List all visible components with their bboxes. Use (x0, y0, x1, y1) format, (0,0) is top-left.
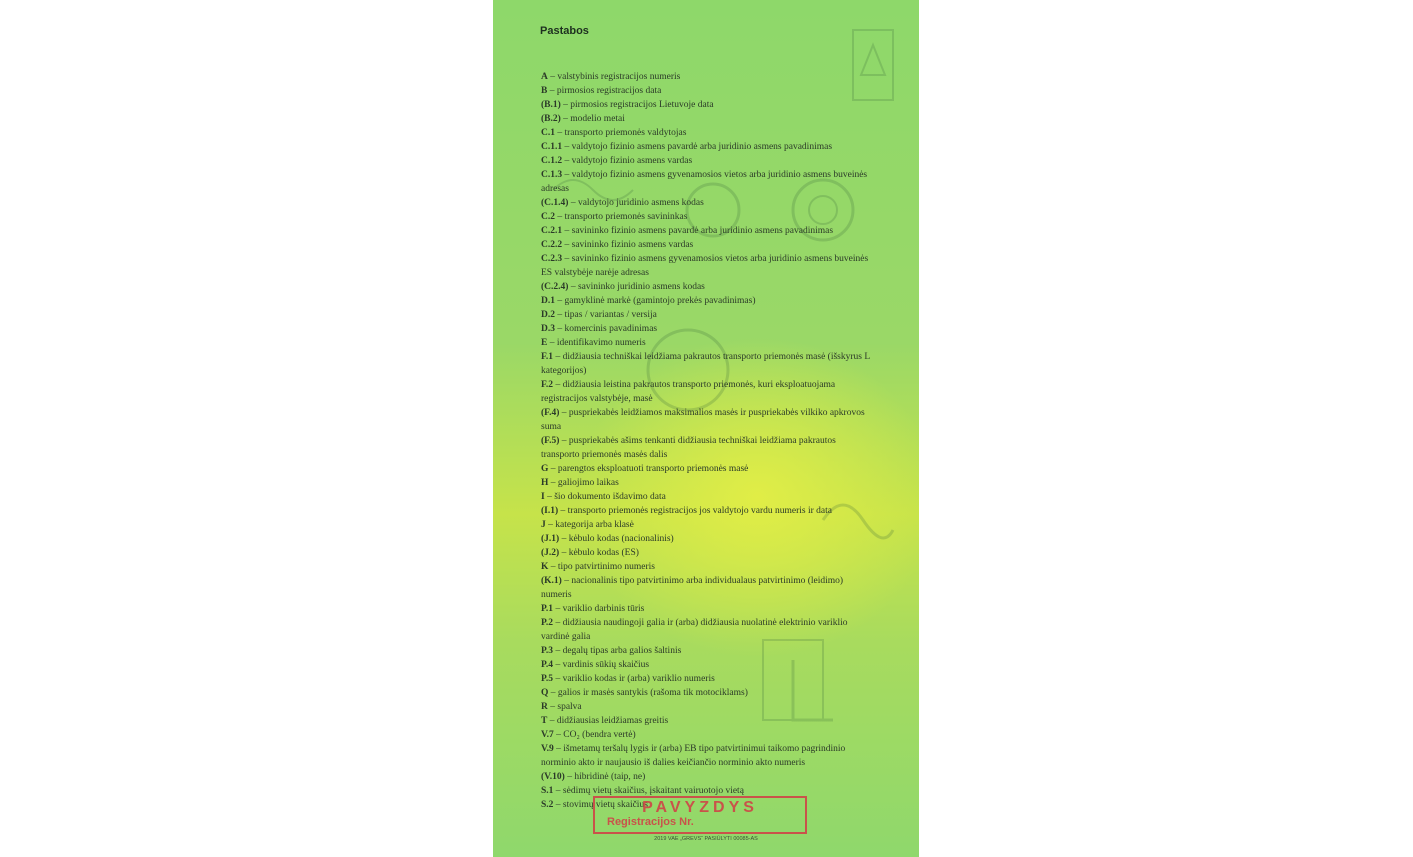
legend-description: – hibridinė (taip, ne) (564, 772, 646, 782)
legend-description: – gamyklinė markė (gamintojo prekės pavadinimas) (555, 296, 756, 306)
legend-code: C.2.3 (541, 254, 563, 264)
legend-entry (541, 350, 875, 378)
legend-code: P.5 (541, 674, 554, 684)
legend-code: C.1.3 (541, 170, 563, 180)
legend-description: – didžiausia naudingoji galia ir (arba) didžiausia nuolatinė elektrinio variklio vardinė galia (541, 618, 848, 642)
legend-description: – tipas / variantas / versija (555, 310, 657, 320)
legend-code: I (541, 492, 545, 502)
legend-description: – nacionalinis tipo patvirtinimo arba individualaus patvirtinimo (leidimo) numeris (541, 576, 844, 600)
legend-entry (541, 378, 875, 406)
legend-description: – kėbulo kodas (nacionalinis) (559, 534, 674, 544)
legend-code: (B.2) (541, 114, 561, 124)
legend-code: A (541, 72, 548, 82)
legend-entry (541, 434, 875, 462)
legend-entry (541, 406, 875, 434)
legend-entry (541, 658, 875, 672)
legend-description: – spalva (547, 702, 582, 712)
legend-entry (541, 112, 875, 126)
page-title: Pastabos (540, 25, 589, 37)
legend-code: S.2 (541, 800, 554, 810)
legend-entry (541, 154, 875, 168)
legend-entry (541, 546, 875, 560)
legend-entry (541, 518, 875, 532)
legend-code: V.9 (541, 744, 554, 754)
legend-entry (541, 532, 875, 546)
legend-description: – didžiausia leistina pakrautos transporto priemonės, kuri eksploatuojama registracijos valstybėje, masė (541, 380, 836, 404)
field-legend-list (541, 70, 875, 812)
legend-entry (541, 504, 875, 518)
legend-entry (541, 490, 875, 504)
legend-description: – identifikavimo numeris (547, 338, 646, 348)
legend-description: – pirmosios registracijos Lietuvoje data (560, 100, 714, 110)
legend-description: – valdytojo juridinio asmens kodas (568, 198, 704, 208)
legend-description: – transporto priemonės registracijos jos valdytojo vardu numeris ir data (558, 506, 833, 516)
legend-description: – CO₂ (bendra vertė) (553, 730, 636, 740)
legend-code: P.1 (541, 604, 554, 614)
legend-entry (541, 140, 875, 154)
legend-description: – puspriekabės leidžiamos maksimalios masės ir puspriekabės vilkiko apkrovos suma (541, 408, 865, 432)
legend-code: V.7 (541, 730, 554, 740)
legend-entry (541, 294, 875, 308)
legend-entry (541, 476, 875, 490)
legend-entry (541, 322, 875, 336)
legend-entry (541, 644, 875, 658)
legend-code: D.1 (541, 296, 555, 306)
legend-description: – vardinis sūkių skaičius (553, 660, 650, 670)
legend-description: – galiojimo laikas (548, 478, 619, 488)
legend-code: (K.1) (541, 576, 562, 586)
legend-code: (F.4) (541, 408, 560, 418)
legend-entry (541, 280, 875, 294)
legend-entry (541, 168, 875, 196)
legend-code: (J.1) (541, 534, 560, 544)
legend-description: – degalų tipas arba galios šaltinis (553, 646, 682, 656)
legend-entry (541, 224, 875, 238)
legend-entry (541, 672, 875, 686)
legend-description: – savininko fizinio asmens pavardė arba juridinio asmens pavadinimas (562, 226, 834, 236)
legend-description: – savininko juridinio asmens kodas (568, 282, 705, 292)
legend-code: Q (541, 688, 549, 698)
legend-description: – variklio darbinis tūris (553, 604, 645, 614)
legend-description: – valdytojo fizinio asmens gyvenamosios vietos arba juridinio asmens buveinės adresas (541, 170, 868, 194)
legend-code: C.1.2 (541, 156, 563, 166)
footer-print-info: 2019 VAE „GREVS“ PASIŪLYTI 00085-AS (654, 836, 758, 842)
legend-entry (541, 126, 875, 140)
legend-code: J (541, 520, 546, 530)
legend-code: C.2.1 (541, 226, 563, 236)
legend-description: – valdytojo fizinio asmens pavardė arba juridinio asmens pavadinimas (562, 142, 833, 152)
legend-entry (541, 196, 875, 210)
legend-description: – transporto priemonės valdytojas (555, 128, 687, 138)
stamp-sample-text: PAVYZDYS (642, 799, 758, 816)
legend-description: – puspriekabės ašims tenkanti didžiausia techniškai leidžiama pakrautos transporto priemonės masės dalis (541, 436, 836, 460)
legend-description: – savininko fizinio asmens vardas (562, 240, 694, 250)
legend-code: (F.5) (541, 436, 560, 446)
legend-code: C.1 (541, 128, 555, 138)
sample-stamp (593, 796, 807, 834)
legend-code: T (541, 716, 548, 726)
legend-code: (J.2) (541, 548, 560, 558)
legend-code: (C.1.4) (541, 198, 569, 208)
legend-entry (541, 602, 875, 616)
legend-description: – parengtos eksploatuoti transporto priemonės masė (548, 464, 749, 474)
legend-code: P.3 (541, 646, 554, 656)
legend-code: K (541, 562, 549, 572)
legend-code: (I.1) (541, 506, 559, 516)
legend-entry (541, 70, 875, 84)
legend-code: D.2 (541, 310, 555, 320)
legend-code: C.2 (541, 212, 555, 222)
legend-description: – variklio kodas ir (arba) variklio numeris (553, 674, 715, 684)
legend-code: G (541, 464, 549, 474)
legend-code: F.1 (541, 352, 554, 362)
legend-description: – komercinis pavadinimas (555, 324, 658, 334)
legend-code: R (541, 702, 548, 712)
legend-code: (V.10) (541, 772, 565, 782)
legend-entry (541, 336, 875, 350)
legend-description: – sėdimų vietų skaičius, įskaitant vairuotojo vietą (553, 786, 744, 796)
legend-entry (541, 462, 875, 476)
legend-description: – savininko fizinio asmens gyvenamosios vietos arba juridinio asmens buveinės ES valstybėje narėje adresas (541, 254, 869, 278)
legend-description: – tipo patvirtinimo numeris (548, 562, 655, 572)
legend-entry (541, 98, 875, 112)
legend-entry (541, 686, 875, 700)
legend-entry (541, 574, 875, 602)
legend-entry (541, 252, 875, 280)
legend-entry (541, 308, 875, 322)
legend-description: – pirmosios registracijos data (547, 86, 662, 96)
legend-description: – didžiausias leidžiamas greitis (547, 716, 669, 726)
legend-code: C.2.2 (541, 240, 563, 250)
legend-description: – išmetamų teršalų lygis ir (arba) EB tipo patvirtinimui taikomo pagrindinio norminio akto ir naujausio iš dalies keičiančio norminio akto numeris (541, 744, 846, 768)
legend-description: – kategorija arba klasė (545, 520, 634, 530)
legend-entry (541, 210, 875, 224)
legend-description: – stovimų vietų skaičius (553, 800, 648, 810)
legend-entry (541, 728, 875, 742)
legend-code: F.2 (541, 380, 554, 390)
legend-code: B (541, 86, 548, 96)
legend-entry (541, 84, 875, 98)
legend-entry (541, 560, 875, 574)
legend-code: P.2 (541, 618, 554, 628)
legend-description: – galios ir masės santykis (rašoma tik motociklams) (548, 688, 748, 698)
legend-code: S.1 (541, 786, 554, 796)
legend-entry (541, 742, 875, 770)
stamp-registration-text: Registracijos Nr. (607, 816, 694, 828)
legend-entry (541, 616, 875, 644)
legend-code: E (541, 338, 548, 348)
legend-code: (B.1) (541, 100, 561, 110)
legend-entry (541, 714, 875, 728)
legend-description: – valdytojo fizinio asmens vardas (562, 156, 693, 166)
legend-code: D.3 (541, 324, 555, 334)
legend-entry (541, 770, 875, 784)
legend-entry (541, 238, 875, 252)
legend-code: H (541, 478, 549, 488)
legend-description: – didžiausia techniškai leidžiama pakrautos transporto priemonės masė (išskyrus L kategorijos) (541, 352, 870, 376)
legend-description: – kėbulo kodas (ES) (559, 548, 639, 558)
legend-description: – šio dokumento išdavimo data (544, 492, 666, 502)
legend-description: – modelio metai (560, 114, 625, 124)
legend-entry (541, 700, 875, 714)
legend-code: C.1.1 (541, 142, 563, 152)
legend-description: – transporto priemonės savininkas (555, 212, 688, 222)
legend-description: – valstybinis registracijos numeris (547, 72, 681, 82)
legend-code: P.4 (541, 660, 554, 670)
registration-certificate-page (493, 0, 919, 857)
legend-code: (C.2.4) (541, 282, 569, 292)
